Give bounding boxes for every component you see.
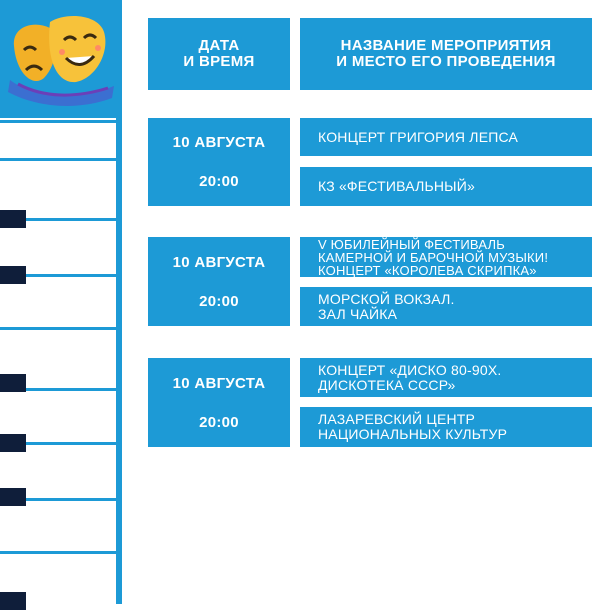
event-name: V ЮБИЛЕЙНЫЙ ФЕСТИВАЛЬ КАМЕРНОЙ И БАРОЧНОЙ МУЗЫКИ! КОНЦЕРТ «КОРОЛЕВА СКРИПКА»: [300, 237, 592, 277]
piano-key-line: [0, 120, 118, 123]
header-date-time: ДАТА И ВРЕМЯ: [148, 18, 290, 90]
piano-black-key: [0, 488, 26, 506]
theatre-masks-icon: [4, 6, 116, 110]
piano-black-key: [0, 592, 26, 610]
piano-black-key: [0, 266, 26, 284]
event-date: 10 АВГУСТА: [172, 374, 266, 392]
piano-black-key: [0, 210, 26, 228]
event-time: 20:00: [199, 292, 239, 310]
event-name: КОНЦЕРТ ГРИГОРИЯ ЛЕПСА: [300, 118, 592, 156]
event-time: 20:00: [199, 413, 239, 431]
logo-panel: [0, 0, 118, 118]
event-date: 10 АВГУСТА: [172, 253, 266, 271]
event-date-cell: [148, 358, 290, 447]
event-place: МОРСКОЙ ВОКЗАЛ. ЗАЛ ЧАЙКА: [300, 287, 592, 326]
piano-key-line: [0, 327, 118, 330]
event-name: КОНЦЕРТ «ДИСКО 80-90Х. ДИСКОТЕКА СССР»: [300, 358, 592, 397]
event-date: 10 АВГУСТА: [172, 134, 266, 151]
event-place: КЗ «ФЕСТИВАЛЬНЫЙ»: [300, 167, 592, 206]
piano-key-line: [0, 551, 118, 554]
piano-black-key: [0, 434, 26, 452]
event-date-cell: [148, 118, 290, 206]
event-place: ЛАЗАРЕВСКИЙ ЦЕНТР НАЦИОНАЛЬНЫХ КУЛЬТУР: [300, 407, 592, 447]
event-time: 20:00: [199, 173, 239, 190]
sidebar-edge: [116, 0, 122, 604]
piano-key-line: [0, 158, 118, 161]
header-event: НАЗВАНИЕ МЕРОПРИЯТИЯ И МЕСТО ЕГО ПРОВЕДЕНИЯ: [300, 18, 592, 90]
piano-black-key: [0, 374, 26, 392]
sidebar-decoration: [0, 0, 122, 604]
event-date-cell: [148, 237, 290, 326]
